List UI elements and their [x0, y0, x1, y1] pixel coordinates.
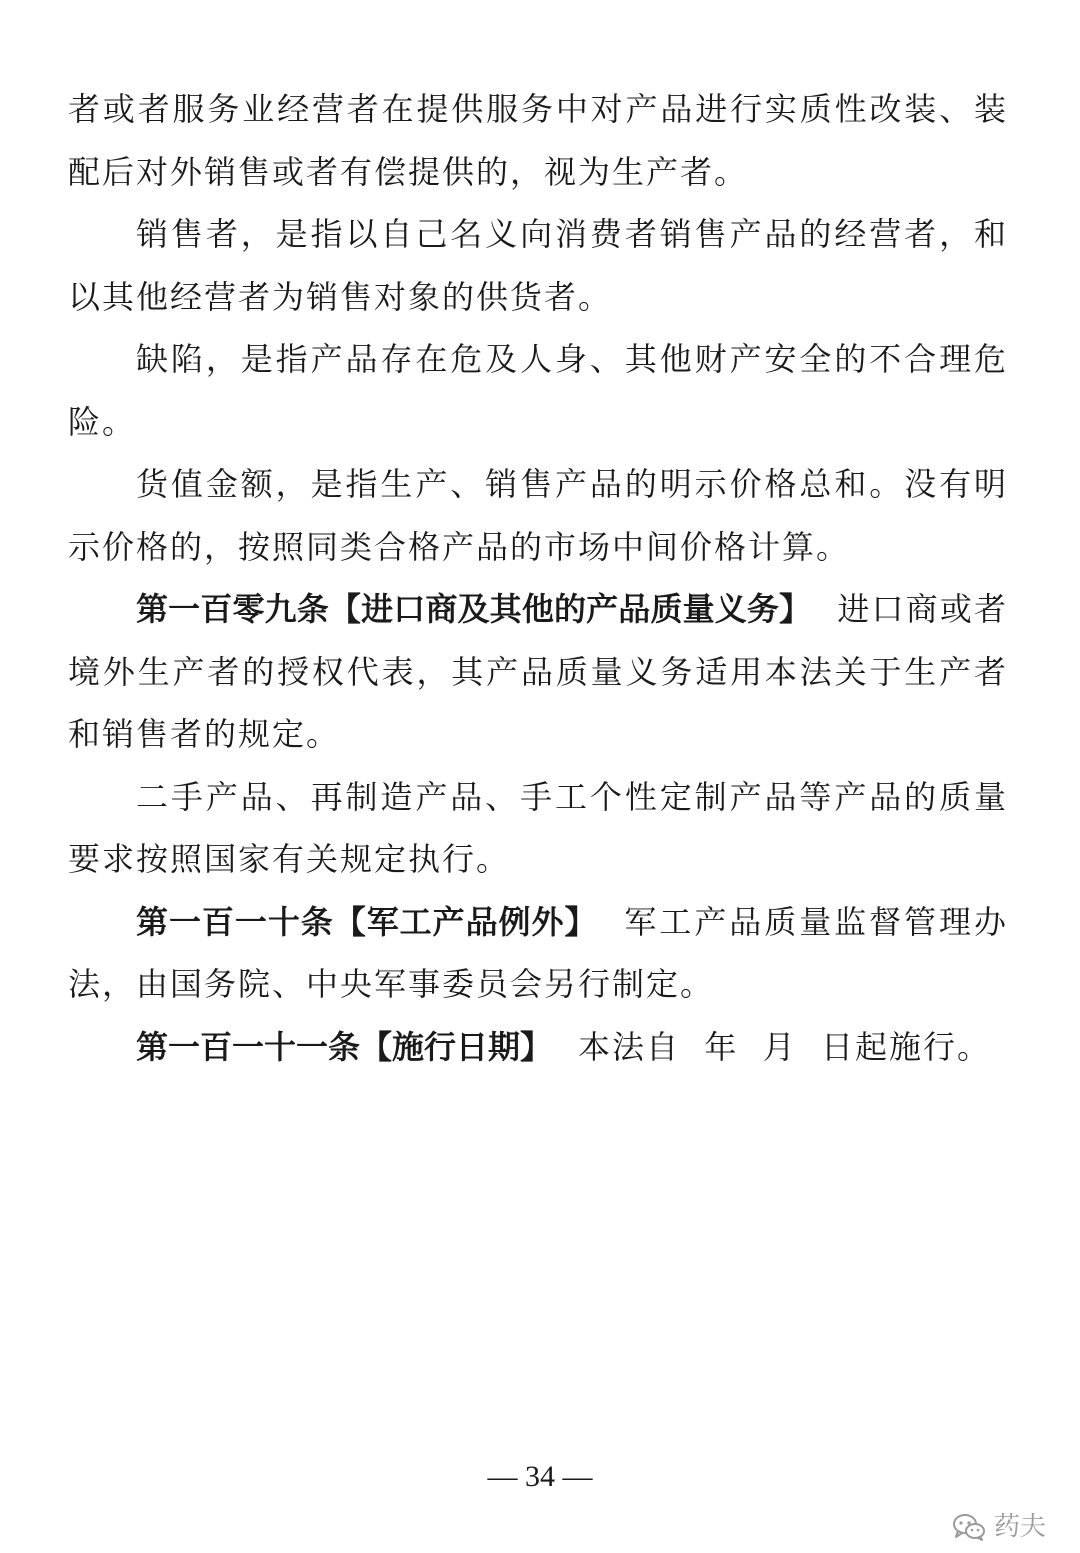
- article-110-heading: 第一百一十条【军工产品例外】: [136, 902, 598, 941]
- watermark: [952, 1512, 1046, 1542]
- article-109-heading: 第一百零九条【进口商及其他的产品质量义务】: [136, 590, 812, 628]
- document-body: [68, 78, 1008, 1078]
- paragraph-defect-definition: 缺陷，是指产品存在危及人身、其他财产安全的不合理危险。: [68, 340, 1008, 441]
- watermark-label: 药夫: [993, 1512, 1046, 1542]
- article-109: [68, 578, 1008, 766]
- article-111-body: 本法自 年 月 日起施行。: [578, 1027, 992, 1066]
- article-109-body: 进口商或者境外生产者的授权代表，其产品质量义务适用本法关于生产者和销售者的规定。: [68, 590, 1008, 753]
- article-109-paragraph-2: 二手产品、再制造产品、手工个性定制产品等产品的质量要求按照国家有关规定执行。: [68, 777, 1008, 878]
- paragraph-seller-definition: 销售者，是指以自己名义向消费者销售产品的经营者，和以其他经营者为销售对象的供货者。: [68, 215, 1008, 316]
- page-number: — 34 —: [487, 1460, 593, 1493]
- paragraph-goods-value-definition: 货值金额，是指生产、销售产品的明示价格总和。没有明示价格的，按照同类合格产品的市场中间价格计算。: [68, 465, 1008, 566]
- article-110-body: 军工产品质量监督管理办法，由国务院、中央军事委员会另行制定。: [68, 902, 1008, 1003]
- wechat-icon: [952, 1512, 986, 1542]
- article-111-heading: 第一百一十一条【施行日期】: [136, 1027, 553, 1066]
- article-110: [68, 891, 1008, 1016]
- article-111: [68, 1016, 1008, 1079]
- paragraph-producer-definition: 者或者服务业经营者在提供服务中对产品进行实质性改装、装配后对外销售或者有偿提供的，视为生产者。: [68, 90, 1008, 191]
